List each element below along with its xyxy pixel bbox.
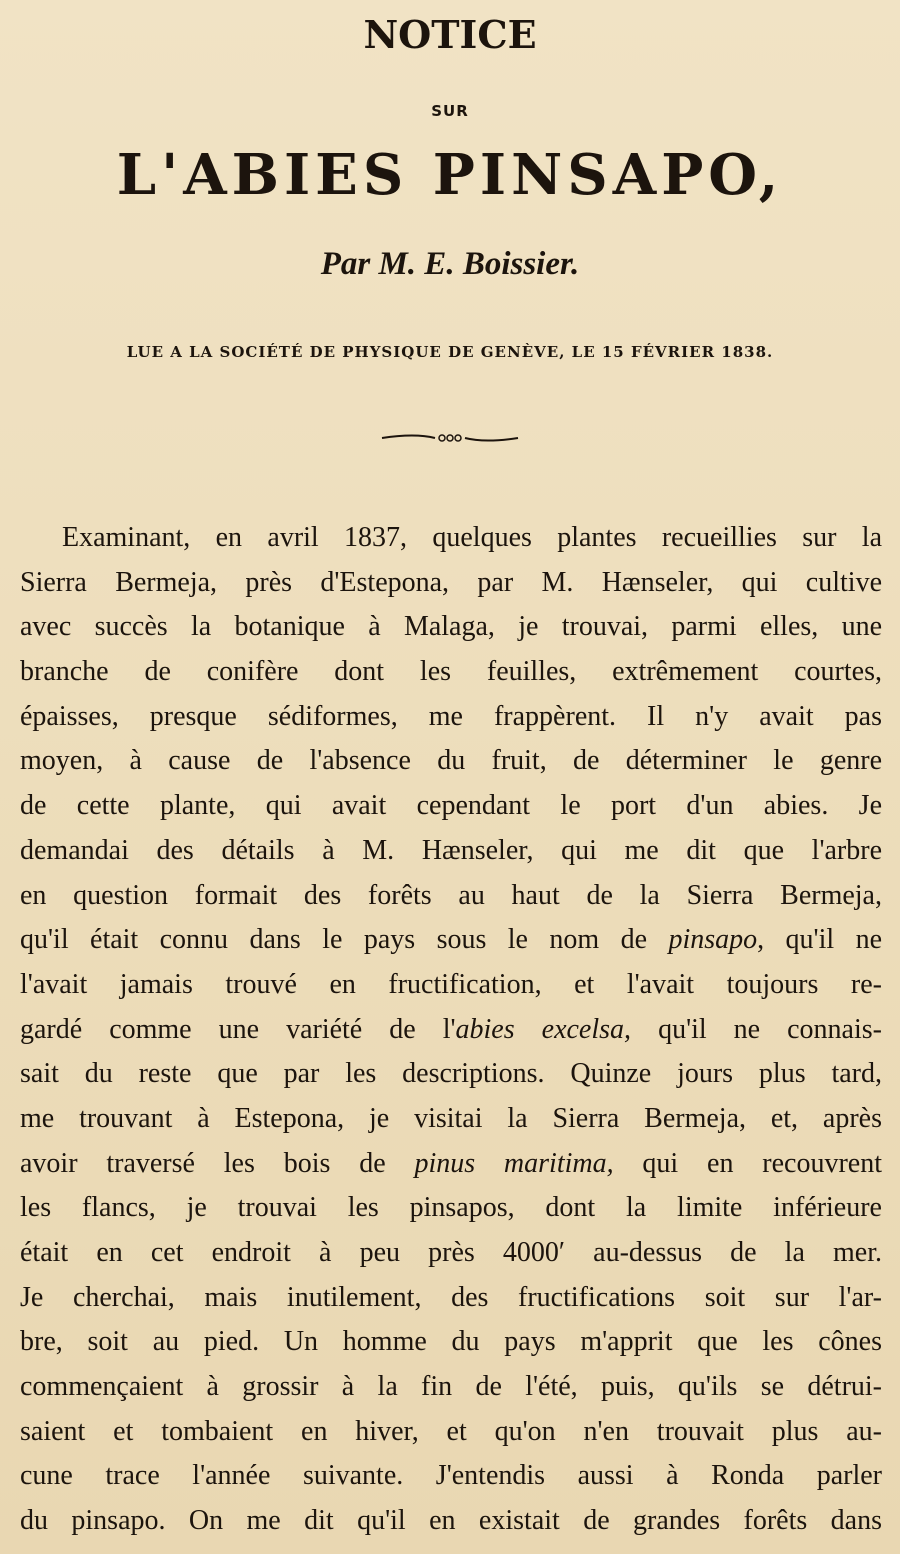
text-segment: qu'il était connu dans le pays sous le nom de — [20, 924, 669, 956]
notice-heading: NOTICE — [363, 12, 537, 57]
text-line — [20, 918, 882, 963]
text-line: de cette plante, qui avait cependant le port d'un abies. Je — [20, 790, 882, 822]
author-line: Par M. E. Boissier. — [320, 246, 580, 282]
text-segment: , qu'il ne — [757, 924, 883, 956]
read-note: LUE A LA SOCIÉTÉ DE PHYSIQUE DE GENÈVE, LE 15 FÉVRIER 1838. — [126, 343, 774, 361]
text-segment: qui en recouvrent — [613, 1147, 882, 1179]
text-line: saient et tombaient en hiver, et qu'on n'en trouvait plus au- — [20, 1415, 882, 1447]
text-line: épaisses, presque sédiformes, me frappèrent. Il n'y avait pas — [20, 700, 882, 732]
text-line: bre, soit au pied. Un homme du pays m'apprit que les cônes — [20, 1326, 882, 1358]
italic-term: pinsapo — [668, 924, 758, 956]
text-line — [20, 1142, 882, 1187]
italic-term: pinus maritima, — [414, 1147, 614, 1179]
text-line: Je cherchai, mais inutilement, des fructifications soit sur l'ar- — [20, 1281, 882, 1313]
text-line: avec succès la botanique à Malaga, je trouvai, parmi elles, une — [20, 611, 882, 643]
sur-subheading: SUR — [431, 102, 469, 120]
main-title: L'ABIES PINSAPO, — [116, 142, 784, 208]
text-line: moyen, à cause de l'absence du fruit, de déterminer le genre — [20, 745, 882, 777]
ornament-divider-icon — [380, 428, 520, 448]
text-line: cune trace l'année suivante. J'entendis aussi à Ronda parler — [20, 1460, 882, 1492]
italic-term: abies excelsa, — [455, 1013, 632, 1045]
text-line: Examinant, en avril 1837, quelques plantes recueillies sur la — [62, 522, 882, 553]
body-text — [20, 516, 882, 1544]
text-line: commençaient à grossir à la fin de l'été, puis, qu'ils se détrui- — [20, 1371, 882, 1403]
text-line: branche de conifère dont les feuilles, extrêmement courtes, — [20, 656, 882, 688]
text-segment: avoir traversé les bois de — [20, 1147, 415, 1179]
text-line — [20, 1008, 882, 1053]
text-line: me trouvant à Estepona, je visitai la Sierra Bermeja, et, après — [20, 1102, 882, 1134]
text-line: du pinsapo. On me dit qu'il en existait de grandes forêts dans — [20, 1505, 882, 1537]
text-line: sait du reste que par les descriptions. Quinze jours plus tard, — [20, 1058, 882, 1090]
text-line: Sierra Bermeja, près d'Estepona, par M. Hænseler, qui cultive — [20, 566, 882, 598]
text-segment: gardé comme une variété de l' — [20, 1013, 456, 1045]
text-line: les flancs, je trouvai les pinsapos, dont la limite inférieure — [20, 1192, 882, 1224]
text-line: était en cet endroit à peu près 4000′ au-dessus de la mer. — [20, 1237, 882, 1268]
text-line: en question formait des forêts au haut de la Sierra Bermeja, — [20, 879, 882, 911]
text-line: l'avait jamais trouvé en fructification, et l'avait toujours re- — [20, 968, 882, 1000]
text-segment: qu'il ne connais- — [631, 1013, 882, 1045]
text-line: demandai des détails à M. Hænseler, qui me dit que l'arbre — [20, 834, 882, 866]
